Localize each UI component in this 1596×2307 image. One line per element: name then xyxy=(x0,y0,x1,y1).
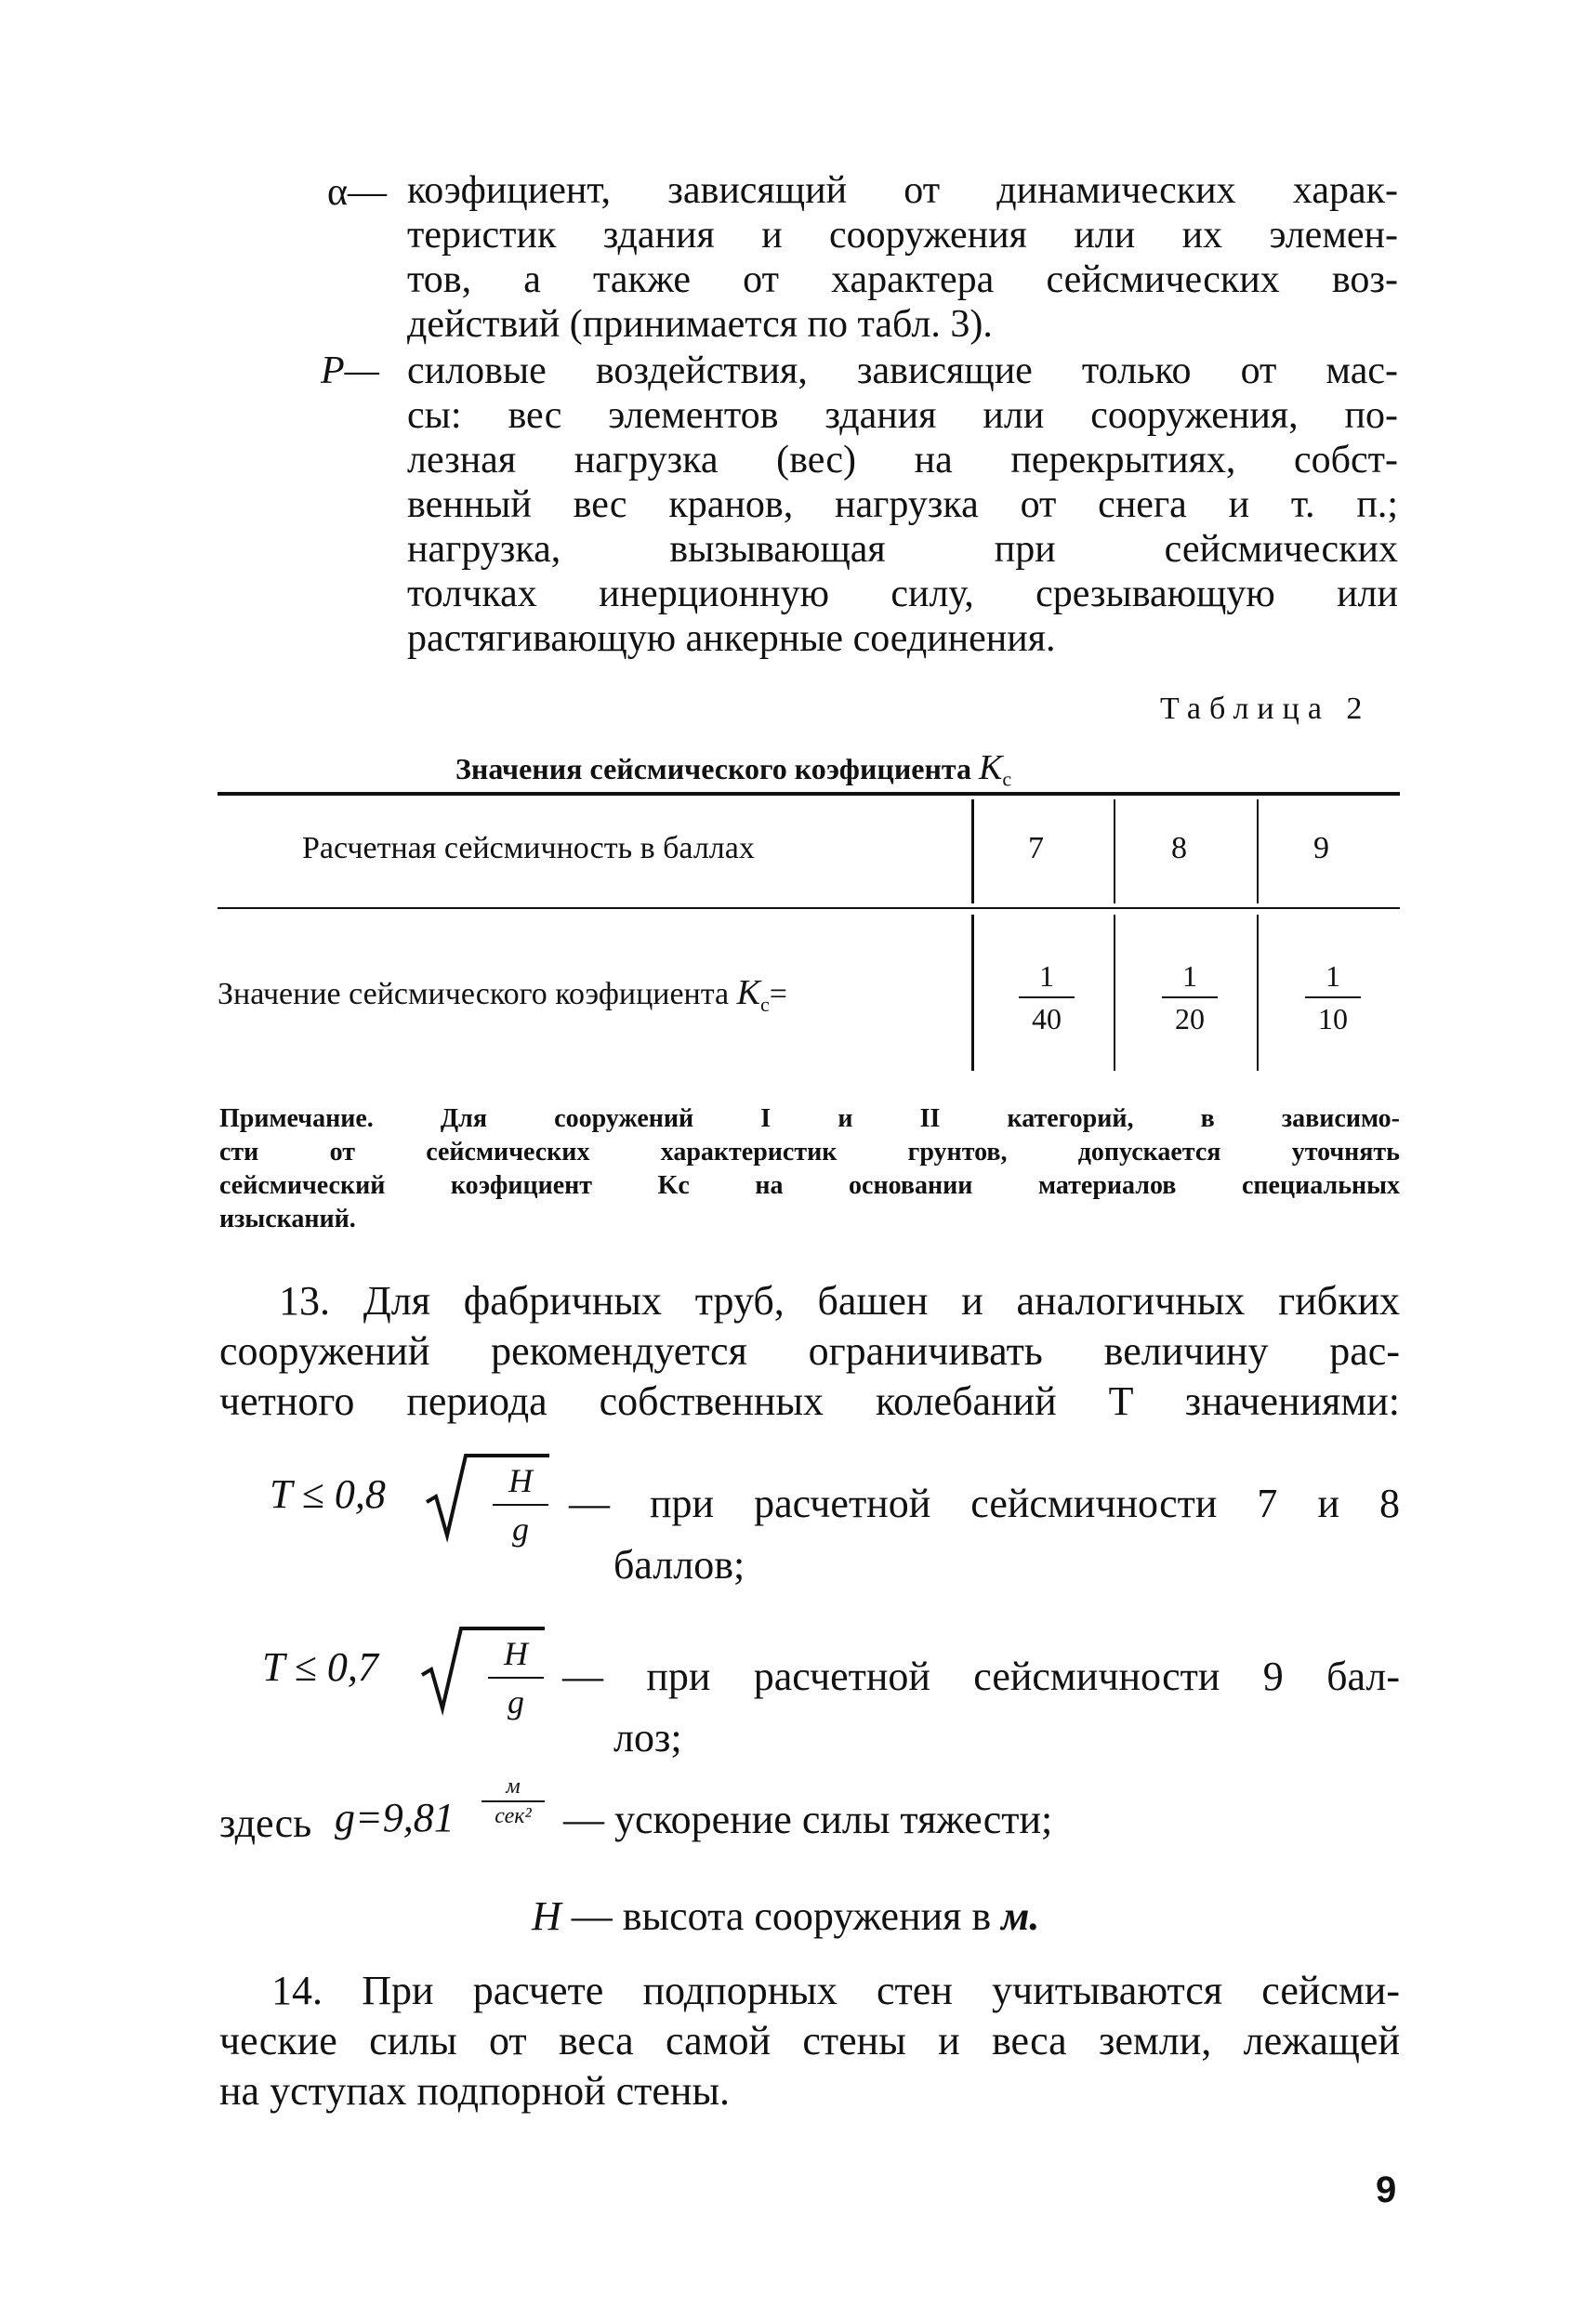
table-title-text: Значения сейсмического коэфициента xyxy=(455,752,971,785)
table-row2-eq: = xyxy=(769,977,787,1011)
table-row1-val-8: 8 xyxy=(1171,831,1187,865)
table-row2-sub: c xyxy=(759,992,770,1016)
para13-line-3: четного периода собственных колебаний T значениями: xyxy=(219,1378,1400,1424)
p-def-line-1: силовые воздействия, зависящие только от мас- xyxy=(407,349,1398,392)
table-row1-val-9: 9 xyxy=(1313,831,1329,865)
note-line-4: изысканий. xyxy=(219,1205,356,1233)
formula2-rhs: — при расчетной сейсмичности 9 бал- xyxy=(562,1654,1400,1699)
h-line xyxy=(532,1893,1040,1939)
alpha-symbol: α— xyxy=(327,171,388,214)
note-line-3: сейсмический коэфициент Kc на основании материалов специальных xyxy=(219,1171,1400,1200)
formula2-cont: лоз; xyxy=(613,1715,682,1760)
frac2-num: 1 xyxy=(1182,959,1197,993)
p-def-line-4: венный вес кранов, нагрузка от снега и т. п.; xyxy=(407,483,1398,526)
frac1-num: 1 xyxy=(1039,959,1054,993)
para14-line-3: на уступах подпорной стены. xyxy=(219,2068,731,2114)
alpha-def-line-2: теристик здания и сооружения или их элемен- xyxy=(407,214,1398,257)
p-def-line-6: толчках инерционную силу, срезывающую или xyxy=(407,573,1398,615)
note-line-1: Примечание. Для сооружений I и II категорий, в зависимо- xyxy=(219,1104,1400,1133)
frac3-den: 10 xyxy=(1318,1002,1348,1035)
alpha-def-line-1: коэфициент, зависящий от динамических харак- xyxy=(407,169,1398,212)
formula2-num: H xyxy=(504,1635,528,1672)
table-row2-label xyxy=(218,972,787,1017)
table-title xyxy=(455,747,1011,791)
table-mid-rule xyxy=(218,907,1400,909)
table-row1-label: Расчетная сейсмичность в баллах xyxy=(302,831,755,865)
table-row1-val-7: 7 xyxy=(1028,831,1044,865)
alpha-def-line-3: тов, а также от характера сейсмических воз- xyxy=(407,258,1398,301)
para13-line-1: 13. Для фабричных труб, башен и аналогичных гибких xyxy=(279,1278,1400,1324)
table-row2-label-text: Значение сейсмического коэфициента xyxy=(218,977,730,1011)
para14-line-1: 14. При расчете подпорных стен учитываются сейсми- xyxy=(271,1968,1400,2013)
table-col-divider-2 xyxy=(1114,799,1115,903)
g-line-prefix: здесь xyxy=(219,1800,312,1846)
alpha-def-line-4: действий (принимается по табл. 3). xyxy=(407,303,993,346)
table-col-divider-3b xyxy=(1257,915,1259,1071)
table-row2-frac-1 xyxy=(1019,961,1075,1034)
frac3-num: 1 xyxy=(1326,959,1340,993)
table-row2-symbol: K xyxy=(736,973,760,1012)
p-def-line-3: лезная нагрузка (вес) на перекрытиях, собст- xyxy=(407,439,1398,481)
h-unit: м. xyxy=(1001,1893,1040,1939)
note-line-2: сти от сейсмических характеристик грунтов, допускается уточнять xyxy=(219,1138,1400,1167)
table-title-symbol: K xyxy=(979,748,1003,787)
formula1-num: H xyxy=(508,1462,533,1499)
table-number: Таблица 2 xyxy=(1160,692,1371,726)
p-def-line-5: нагрузка, вызывающая при сейсмических xyxy=(407,528,1398,571)
table-col-divider-1b xyxy=(971,915,974,1071)
frac2-den: 20 xyxy=(1175,1002,1205,1035)
h-symbol: H xyxy=(532,1893,561,1939)
g-line-expr: g=9,81 xyxy=(335,1795,455,1840)
para13-line-2: сооружений рекомендуется ограничивать величину рас- xyxy=(219,1328,1400,1374)
formula1-rhs: — при расчетной сейсмичности 7 и 8 xyxy=(569,1481,1400,1526)
page-number: 9 xyxy=(1376,2169,1397,2210)
formula1-den: g xyxy=(512,1510,529,1548)
table-row2-frac-2 xyxy=(1162,961,1218,1034)
formula1-cont: баллов; xyxy=(613,1542,745,1588)
p-symbol: P— xyxy=(321,349,379,392)
formula1-lhs: T ≤ 0,8 xyxy=(270,1471,386,1517)
formula1-frac xyxy=(493,1461,548,1549)
formula2-lhs: T ≤ 0,7 xyxy=(262,1644,378,1690)
table-row2-frac-3 xyxy=(1305,961,1361,1034)
g-line-unit xyxy=(481,1775,545,1827)
table-col-divider-2b xyxy=(1114,915,1115,1071)
table-title-sub: c xyxy=(1002,767,1012,791)
formula2-den: g xyxy=(508,1683,524,1720)
frac1-den: 40 xyxy=(1032,1002,1062,1035)
p-def-line-7: растягивающую анкерные соединения. xyxy=(407,617,1056,660)
table-top-rule xyxy=(218,792,1400,796)
g-unit-num: м xyxy=(506,1774,521,1799)
p-def-line-2: сы: вес элементов здания или сооружения, по- xyxy=(407,394,1398,437)
table-col-divider-1 xyxy=(971,799,974,903)
g-line-suffix: — ускорение силы тяжести; xyxy=(563,1797,1053,1842)
para14-line-2: ческие силы от веса самой стены и веса земли, лежащей xyxy=(219,2018,1400,2063)
g-unit-den: сек² xyxy=(495,1804,532,1828)
formula2-frac xyxy=(488,1634,544,1721)
h-text: — высота сооружения в xyxy=(571,1893,992,1939)
table-col-divider-3 xyxy=(1257,799,1259,903)
